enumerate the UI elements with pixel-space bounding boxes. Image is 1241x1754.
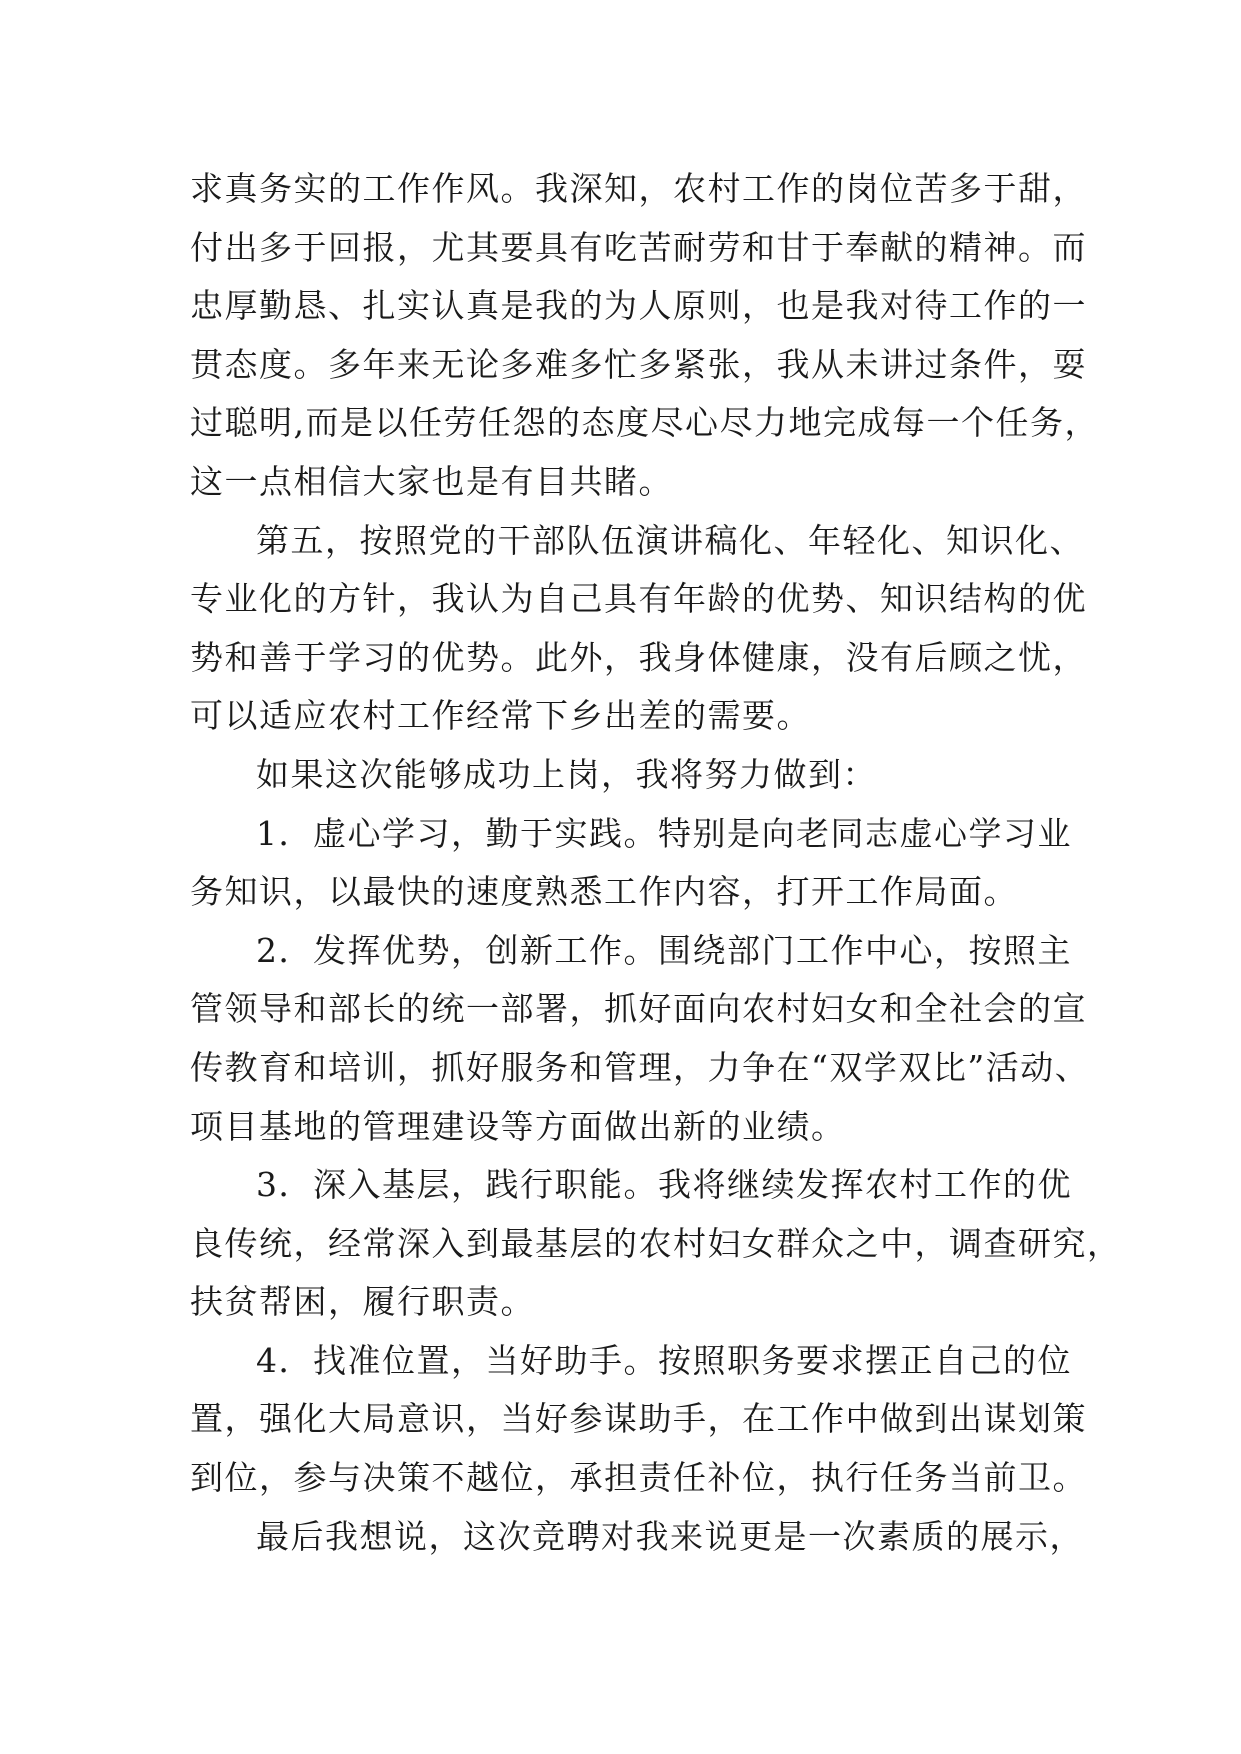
text-line: 1．虚心学习，勤于实践。特别是向老同志虚心学习业 — [256, 813, 1072, 853]
text-line: 可以适应农村工作经常下乡出差的需要。 — [190, 696, 811, 736]
text-line: 2．发挥优势，创新工作。围绕部门工作中心，按照主 — [256, 930, 1072, 970]
body-text — [190, 160, 1122, 1566]
text-line: 这一点相信大家也是有目共睹。 — [190, 461, 673, 501]
text-line: 4．找准位置，当好助手。按照职务要求摆正自己的位 — [256, 1340, 1072, 1380]
text-line: 专业化的方针，我认为自己具有年龄的优势、知识结构的优 — [190, 579, 1087, 619]
text-line: 求真务实的工作作风。我深知，农村工作的岗位苦多于甜， — [190, 169, 1087, 208]
text-line: 贯态度。多年来无论多难多忙多紧张，我从未讲过条件，耍 — [190, 344, 1087, 384]
text-line: 过聪明,而是以任劳任怨的态度尽心尽力地完成每一个任务， — [190, 403, 1099, 443]
text-line: 第五，按照党的干部队伍演讲稿化、年轻化、知识化、 — [256, 520, 1084, 560]
text-line: 项目基地的管理建设等方面做出新的业绩。 — [190, 1106, 846, 1146]
text-line: 管领导和部长的统一部署，抓好面向农村妇女和全社会的宣 — [190, 989, 1087, 1029]
text-line: 忠厚勤恳、扎实认真是我的为人原则，也是我对待工作的一 — [190, 286, 1087, 326]
text-line: 务知识，以最快的速度熟悉工作内容，打开工作局面。 — [190, 872, 1018, 912]
text-line: 到位，参与决策不越位，承担责任补位，执行任务当前卫。 — [190, 1458, 1087, 1498]
text-line: 置，强化大局意识，当好参谋助手，在工作中做到出谋划策 — [190, 1399, 1087, 1439]
text-line: 付出多于回报，尤其要具有吃苦耐劳和甘于奉献的精神。而 — [190, 227, 1087, 267]
text-line: 良传统，经常深入到最基层的农村妇女群众之中，调查研究， — [190, 1223, 1122, 1263]
text-line: 3．深入基层，践行职能。我将继续发挥农村工作的优 — [256, 1165, 1072, 1205]
text-line: 最后我想说，这次竞聘对我来说更是一次素质的展示， — [256, 1516, 1084, 1556]
text-line: 传教育和培训，抓好服务和管理，力争在“双学双比”活动、 — [190, 1047, 1090, 1087]
text-line: 扶贫帮困，履行职责。 — [190, 1282, 535, 1322]
text-line: 如果这次能够成功上岗，我将努力做到： — [256, 754, 877, 794]
text-line: 势和善于学习的优势。此外，我身体健康，没有后顾之忧， — [190, 637, 1087, 677]
